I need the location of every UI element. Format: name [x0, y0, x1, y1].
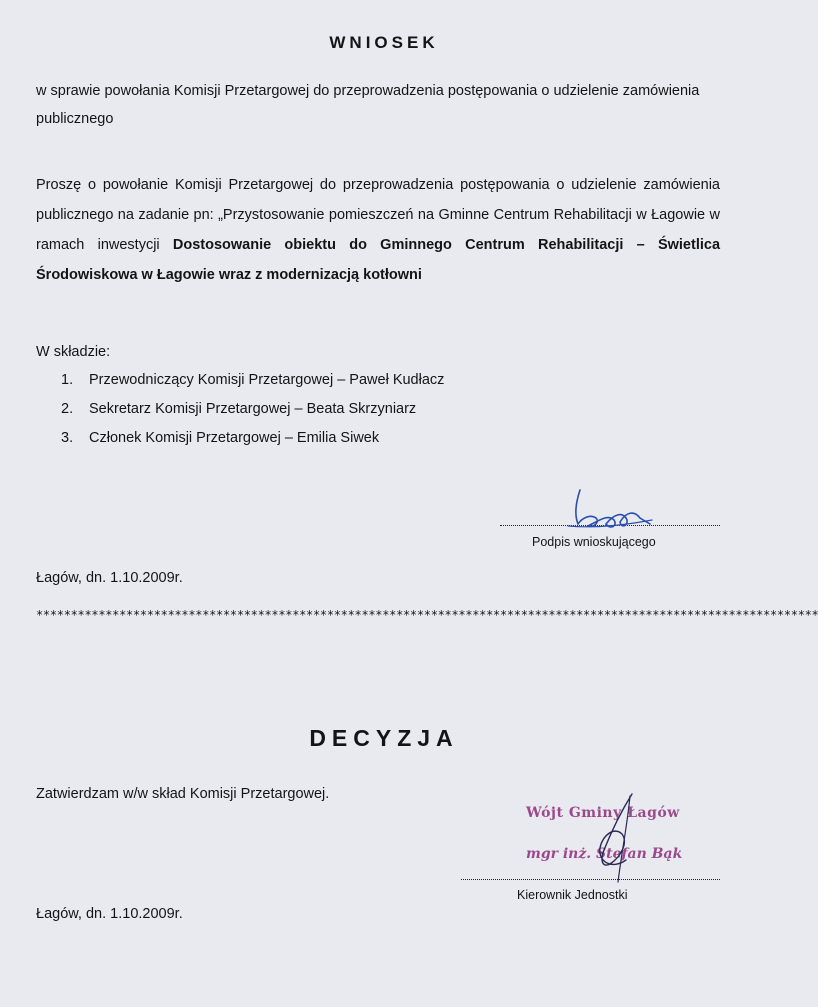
list-item-number: 2. [61, 401, 74, 417]
list-item [61, 395, 444, 424]
applicant-signature-label: Podpis wnioskującego [532, 535, 656, 549]
list-item-text: Członek Komisji Przetargowej – Emilia Siwek [89, 430, 380, 446]
decision-place-date: Łagów, dn. 1.10.2009r. [36, 906, 183, 922]
committee-members-list [61, 366, 444, 453]
list-item-number: 1. [61, 372, 74, 388]
list-item [61, 424, 444, 453]
request-body-bold: Dostosowanie obiektu do Gminnego Centrum Rehabilitacji – Świetlica Środowiskowa w Łagowie wraz z modernizacją kotłowni [36, 237, 721, 283]
manager-signature-label: Kierownik Jednostki [517, 888, 628, 902]
request-body [36, 170, 720, 290]
separator-line: ***************************************************************************************************************** [36, 608, 818, 622]
list-item-number: 3. [61, 430, 74, 446]
signature-line-manager [461, 871, 720, 880]
decision-title: DECYZJA [309, 725, 459, 751]
list-item-text: Przewodniczący Komisji Przetargowej – Paweł Kudłacz [89, 372, 445, 388]
request-place-date: Łagów, dn. 1.10.2009r. [36, 570, 183, 586]
request-body-intro: Proszę o powołanie Komisji Przetargowej do przeprowadzenia postępowania o udzielenie zamówienia publicznego na zadanie pn: „Przystosowanie pomieszczeń na Gminne Centrum Rehabilitacji w Łagowie w ramach inwestycji [36, 177, 720, 253]
applicant-signature [560, 484, 660, 534]
stamp-line-2: mgr inż. Stefan Bąk [526, 846, 683, 862]
list-item-text: Sekretarz Komisji Przetargowej – Beata Skrzyniarz [89, 401, 417, 417]
stamp-line-1: Wójt Gminy Łagów [526, 805, 680, 821]
decision-text: Zatwierdzam w/w skład Komisji Przetargowej. [36, 786, 330, 802]
committee-label: W składzie: [36, 344, 111, 360]
list-item [61, 366, 444, 395]
request-title: WNIOSEK [329, 33, 439, 52]
request-subject: w sprawie powołania Komisji Przetargowej do przeprowadzenia postępowania o udzielenie zamówienia publicznego [36, 83, 700, 127]
